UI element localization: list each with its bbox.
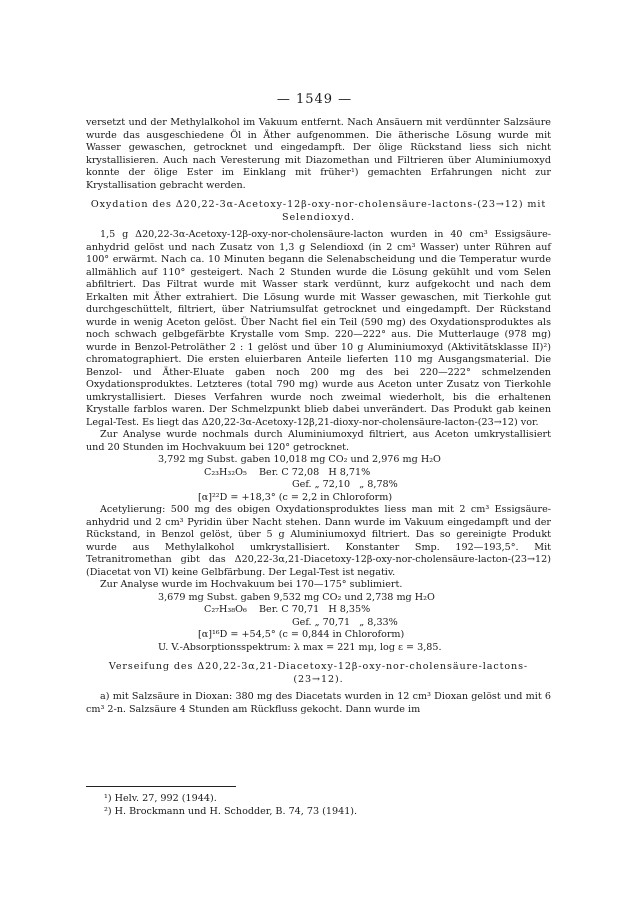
found-line: Gef. „ 72,10 „ 8,78% — [292, 479, 398, 490]
paragraph-oxydation: 1,5 g Δ20,22-3α-Acetoxy-12β-oxy-nor-cholensäure-lacton wurden in 40 cm³ Essigsäure-anhydrid gelöst und nach Zusatz von 1,3 g Selendioxd (in 2 cm³ Wasser) unter Rühren auf 100° erwärmt. Nach ca. 10 Minuten begann die Selenabscheidung und die Temperatur wurde allmählich auf 110° gesteigert. Nach 2 Stunden wurde die Lösung gekühlt und vom Selen abfiltriert. Das Filtrat wurde mit Wasser stark verdünnt, kurz aufgekocht und nach dem Erkalten mit Äther extrahiert. Die Lösung wurde mit Wasser gewaschen, mit Tierkohle gut durchgeschüttelt, filtriert, über Natriumsulfat getrocknet und eingedampft. Der Rückstand wurde in wenig Aceton gelöst. Über Nacht fiel ein Teil (590 mg) des Oxydationsproduktes als noch schwach gelbgefärbte Krystalle vom Smp. 220—222° aus. Die Mutterlauge (978 mg) wurde in Benzol-Petroläther 2 : 1 gelöst und über 10 g Aluminiumoxyd (Aktivitätsklasse II)²) chromatographiert. Die ersten eluierbaren Anteile lieferten 110 mg Ausgangsmaterial. Die Benzol- und Äther-Eluate gaben noch 200 mg des bei 220—222° schmelzenden Oxydationsproduktes. Letzteres (total 790 mg) wurde aus Aceton unter Zusatz von Tierkohle umkrystallisiert. Dieses Verfahren wurde noch zweimal wiederholt, bis die erhaltenen Krystalle farblos waren. Der Schmelzpunkt blieb dabei unverändert. Das Produkt gab keinen Legal-Test. Es liegt das Δ20,22-3α-Acetoxy-12β,21-dioxy-nor-cholensäure-lacton-(23→12) vor. — [86, 229, 551, 428]
formula-line: C₂₃H₃₂O₅ Ber. C 72,08 H 8,71% — [204, 466, 371, 478]
section-heading-verseifung: Verseifung des Δ20,22-3α,21-Diacetoxy-12β-oxy-nor-cholensäure-lactons-(23→12). — [108, 661, 529, 685]
body-text — [86, 117, 551, 716]
paragraph-acetylierung: Acetylierung: 500 mg des obigen Oxydationsproduktes liess man mit 2 cm³ Essigsäure-anhydrid und 2 cm³ Pyridin über Nacht stehen. Dann wurde im Vakuum eingedampft und der Rückstand, in Benzol gelöst, über 5 g Aluminiumoxyd filtriert. Das so gereinigte Produkt wurde aus Methylalkohol umkrystallisiert. Konstanter Smp. 192—193,5°. Mit Tetranitromethan gibt das Δ20,22-3α,21-Diacetoxy-12β-oxy-nor-cholensäure-lacton-(23→12) (Diacetat von VI) keine Gelbfärbung. Der Legal-Test ist negativ. — [86, 504, 551, 578]
analysis-block-2 — [158, 592, 551, 655]
found-line: Gef. „ 70,71 „ 8,33% — [292, 616, 398, 628]
footnotes — [86, 786, 551, 818]
footnote-1: ¹) Helv. 27, 992 (1944). — [104, 793, 217, 804]
paragraph-intro: versetzt und der Methylalkohol im Vakuum entfernt. Nach Ansäuern mit verdünnter Salzsäure wurde das ausgeschiedene Öl in Äther aufgenommen. Die ätherische Lösung wurde mit Wasser gewaschen, getrocknet und eingedampft. Der ölige Rückstand liess sich nicht krystallisieren. Auch nach Veresterung mit Diazomethan und Filtrieren über Aluminiumoxyd konnte der ölige Ester im Einklang mit früher¹) gemachten Erfahrungen nicht zur Krystallisation gebracht werden. — [86, 117, 551, 191]
rotation-line: [α]²²D = +18,3° (c = 2,2 in Chloroform) — [198, 491, 393, 503]
analysis-line: 3,792 mg Subst. gaben 10,018 mg CO₂ und 2,976 mg H₂O — [158, 454, 441, 465]
section-heading-oxydation: Oxydation des Δ20,22-3α-Acetoxy-12β-oxy-nor-cholensäure-lactons-(23→12) mit Selendioxyd. — [90, 199, 547, 223]
rotation-line: [α]¹⁶D = +54,5° (c = 0,844 in Chloroform) — [198, 629, 405, 640]
uv-spectrum-line: U. V.-Absorptionsspektrum: λ max = 221 mμ, log ε = 3,85. — [158, 641, 442, 653]
analysis-block-1 — [158, 454, 551, 504]
paragraph-verseifung: a) mit Salzsäure in Dioxan: 380 mg des Diacetats wurden in 12 cm³ Dioxan gelöst und mit 6 cm³ 2-n. Salzsäure 4 Stunden am Rückfluss gekocht. Dann wurde im — [86, 691, 551, 715]
footnote-2: ²) H. Brockmann und H. Schodder, B. 74, 73 (1941). — [104, 806, 358, 817]
footnote-divider — [86, 786, 236, 787]
analysis-line: 3,679 mg Subst. gaben 9,532 mg CO₂ und 2,738 mg H₂O — [158, 591, 435, 603]
paragraph-sublimation-note: Zur Analyse wurde im Hochvakuum bei 170—175° sublimiert. — [100, 579, 403, 590]
page-number: — 1549 — — [276, 92, 353, 107]
formula-line: C₂₇H₃₈O₆ Ber. C 70,71 H 8,35% — [204, 604, 371, 615]
paragraph-analysis-note: Zur Analyse wurde nochmals durch Aluminiumoxyd filtriert, aus Aceton umkrystallisiert und 20 Stunden im Hochvakuum bei 120° getrocknet. — [86, 429, 551, 453]
